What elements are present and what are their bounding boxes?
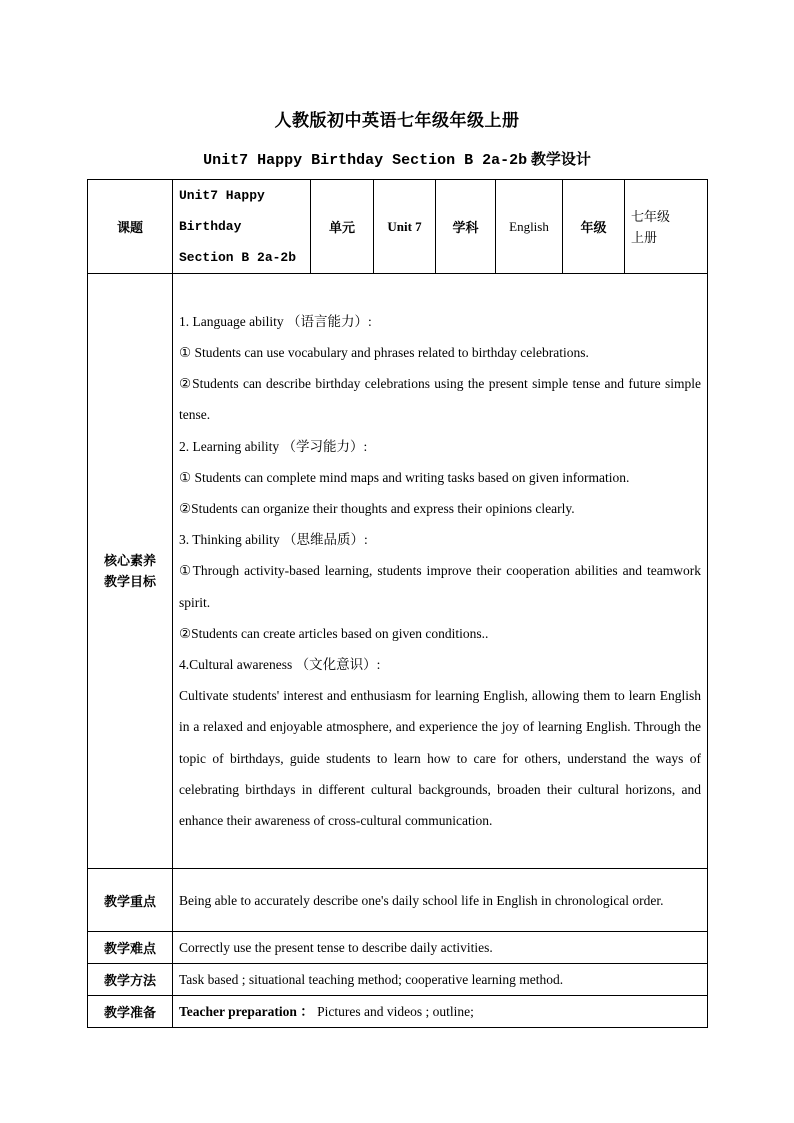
preparation-text xyxy=(179,996,701,1027)
key-points-row xyxy=(88,869,708,932)
objective-line: ②Students can organize their thoughts and express their opinions clearly. xyxy=(179,500,575,516)
teaching-methods-text: Task based ; situational teaching method; cooperative learning method. xyxy=(179,972,564,987)
topic-line: Section B 2a-2b xyxy=(179,250,297,265)
grade-line: 上册 xyxy=(631,229,658,245)
difficult-points-row xyxy=(88,932,708,964)
objectives-content xyxy=(173,274,708,869)
grade-label: 年级 xyxy=(563,180,625,274)
objective-line: 2. Learning ability （学习能力）: xyxy=(179,438,368,454)
subject-label: 学科 xyxy=(436,180,496,274)
unit-label: 单元 xyxy=(311,180,374,274)
preparation-row xyxy=(88,996,708,1028)
objective-line: ① Students can use vocabulary and phrases related to birthday celebrations. xyxy=(179,344,589,360)
grade-value xyxy=(625,180,708,274)
difficult-points-text: Correctly use the present tense to describe daily activities. xyxy=(179,940,493,955)
objectives-label-line: 教学目标 xyxy=(103,574,156,589)
preparation-label: 教学准备 xyxy=(88,996,173,1028)
objective-line: 3. Thinking ability （思维品质）: xyxy=(179,532,368,548)
lesson-plan-table xyxy=(87,179,708,1028)
topic-value xyxy=(173,180,311,274)
preparation-detail: Pictures and videos ; outline; xyxy=(313,1004,474,1019)
key-points-label: 教学重点 xyxy=(88,869,173,932)
objectives-label-line: 核心素养 xyxy=(103,553,156,568)
preparation-content xyxy=(173,996,708,1028)
topic-line: Birthday xyxy=(179,219,242,234)
topic-label: 课题 xyxy=(88,180,173,274)
objectives-row xyxy=(88,274,708,869)
objective-line: ②Students can create articles based on given conditions.. xyxy=(179,625,489,641)
objective-line: ②Students can describe birthday celebrations using the present simple tense and future simple tense. xyxy=(179,376,701,423)
preparation-heading: Teacher preparation ： xyxy=(179,1004,314,1019)
topic-line: Unit7 Happy xyxy=(179,188,265,203)
teaching-methods-content xyxy=(173,964,708,996)
key-points-text: Being able to accurately describe one's daily school life in English in chronological order. xyxy=(179,892,664,908)
subtitle-suffix: 教学设计 xyxy=(530,152,591,168)
document-subtitle xyxy=(0,148,794,169)
teaching-methods-row xyxy=(88,964,708,996)
header-row xyxy=(88,180,708,274)
objectives-label xyxy=(88,274,173,869)
grade-line: 七年级 xyxy=(631,208,671,224)
unit-value: Unit 7 xyxy=(374,180,436,274)
teaching-methods-label: 教学方法 xyxy=(88,964,173,996)
objective-line: Cultivate students' interest and enthusiasm for learning English, allowing them to learn English in a relaxed and enjoyable atmosphere, and experience the joy of learning English. Through the topic of birthdays, guide students to learn how to care for others, understand the ways of celebrating birthdays in different cultural backgrounds, broaden their cultural horizons, and enhance their awareness of cross-cultural communication. xyxy=(179,688,701,829)
objective-line: ① Students can complete mind maps and writing tasks based on given information. xyxy=(179,469,630,485)
document-title: 人教版初中英语七年级年级上册 xyxy=(274,111,520,130)
objective-line: ①Through activity-based learning, students improve their cooperation abilities and teamwork spirit. xyxy=(179,563,701,610)
key-points-content xyxy=(173,869,708,932)
objective-line: 1. Language ability （语言能力）: xyxy=(179,313,372,329)
subject-value: English xyxy=(496,180,563,274)
objective-line: 4.Cultural awareness （文化意识）: xyxy=(179,657,381,672)
subtitle-unit-code: Unit7 Happy Birthday Section B 2a-2b xyxy=(203,152,528,169)
difficult-points-label: 教学难点 xyxy=(88,932,173,964)
difficult-points-content xyxy=(173,932,708,964)
